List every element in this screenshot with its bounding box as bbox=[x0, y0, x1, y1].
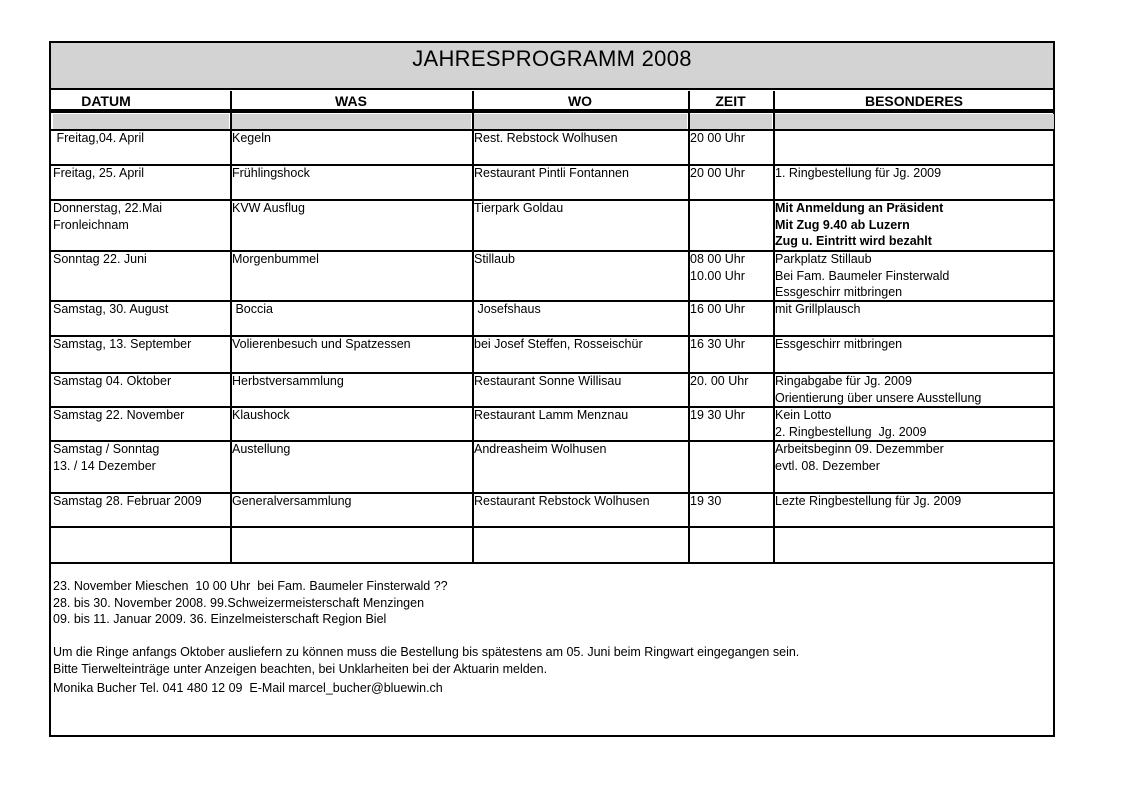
cell-besonderes: Essgeschirr mitbringen bbox=[775, 337, 903, 351]
cell-besonderes: Arbeitsbeginn 09. Dezemmber bbox=[775, 442, 944, 456]
cell-zeit: 16 30 Uhr bbox=[690, 337, 745, 351]
cell-was: Volierenbesuch und Spatzessen bbox=[232, 337, 411, 351]
cell-wo: Stillaub bbox=[474, 252, 515, 266]
cell-was: Kegeln bbox=[232, 131, 271, 145]
cell-wo: Andreasheim Wolhusen bbox=[474, 442, 607, 456]
column-divider bbox=[688, 91, 690, 562]
column-divider bbox=[230, 91, 232, 562]
cell-was: Boccia bbox=[232, 302, 273, 316]
cell-wo: Josefshaus bbox=[474, 302, 541, 316]
row-divider bbox=[51, 111, 1053, 113]
column-header-wo: WO bbox=[567, 93, 593, 109]
page-title: JAHRESPROGRAMM 2008 bbox=[412, 46, 692, 71]
cell-datum: Samstag, 30. August bbox=[53, 302, 169, 316]
cell-wo: Restaurant Rebstock Wolhusen bbox=[474, 494, 650, 508]
cell-datum: Samstag 22. November bbox=[53, 408, 185, 422]
cell-wo: Tierpark Goldau bbox=[474, 201, 564, 215]
cell-datum: Samstag, 13. September bbox=[53, 337, 192, 351]
cell-zeit: 10.00 Uhr bbox=[690, 268, 745, 283]
cell-besonderes: Mit Zug 9.40 ab Luzern bbox=[775, 217, 910, 232]
header-spacer bbox=[474, 114, 687, 129]
row-divider bbox=[51, 562, 1053, 564]
note-line: 09. bis 11. Januar 2009. 36. Einzelmeisterschaft Region Biel bbox=[53, 612, 387, 626]
cell-datum: Freitag, 25. April bbox=[53, 166, 145, 180]
note-line: 23. November Mieschen 10 00 Uhr bei Fam. Baumeler Finsterwald ?? bbox=[53, 579, 448, 593]
cell-wo: Restaurant Lamm Menznau bbox=[474, 408, 629, 422]
column-divider bbox=[773, 91, 775, 562]
note-line: Um die Ringe anfangs Oktober ausliefern zu können muss die Bestellung bis spätestens am 05. Juni beim Ringwart eingegangen sein. bbox=[53, 645, 800, 659]
cell-wo: bei Josef Steffen, Rosseischür bbox=[474, 337, 643, 351]
cell-zeit: 20 00 Uhr bbox=[690, 131, 745, 145]
column-header-zeit: ZEIT bbox=[715, 93, 746, 109]
row-divider bbox=[51, 250, 1053, 252]
cell-besonderes: evtl. 08. Dezember bbox=[775, 458, 880, 473]
cell-besonderes: mit Grillplausch bbox=[775, 302, 861, 316]
cell-besonderes: Essgeschirr mitbringen bbox=[775, 285, 903, 299]
column-header-was: WAS bbox=[335, 93, 367, 109]
title-band bbox=[51, 43, 1053, 90]
cell-was: Generalversammlung bbox=[232, 494, 352, 508]
row-divider bbox=[51, 526, 1053, 528]
cell-was: Klaushock bbox=[232, 408, 290, 422]
header-spacer bbox=[232, 114, 471, 129]
cell-datum: Samstag 04. Oktober bbox=[53, 374, 172, 388]
cell-was: Austellung bbox=[232, 442, 291, 456]
cell-zeit: 16 00 Uhr bbox=[690, 302, 745, 316]
cell-besonderes: 2. Ringbestellung Jg. 2009 bbox=[775, 424, 927, 439]
cell-besonderes: Parkplatz Stillaub bbox=[775, 252, 872, 266]
cell-besonderes: Zug u. Eintritt wird bezahlt bbox=[775, 234, 932, 248]
header-spacer bbox=[690, 114, 772, 129]
cell-besonderes: Bei Fam. Baumeler Finsterwald bbox=[775, 268, 950, 283]
cell-was: Frühlingshock bbox=[232, 166, 310, 180]
cell-besonderes: Kein Lotto bbox=[775, 408, 832, 422]
header-spacer bbox=[775, 114, 1054, 129]
cell-besonderes: Mit Anmeldung an Präsident bbox=[775, 201, 944, 215]
cell-wo: Restaurant Sonne Willisau bbox=[474, 374, 622, 388]
cell-besonderes: Orientierung über unsere Ausstellung bbox=[775, 390, 982, 405]
program-sheet bbox=[49, 41, 1055, 737]
cell-datum: Samstag / Sonntag bbox=[53, 442, 160, 456]
note-line: Bitte Tierwelteinträge unter Anzeigen beachten, bei Unklarheiten bei der Aktuarin melden. bbox=[53, 661, 548, 676]
row-divider bbox=[51, 300, 1053, 302]
cell-datum: Fronleichnam bbox=[53, 217, 129, 232]
cell-was: Herbstversammlung bbox=[232, 374, 344, 388]
cell-wo: Restaurant Pintli Fontannen bbox=[474, 166, 629, 180]
cell-besonderes: Lezte Ringbestellung für Jg. 2009 bbox=[775, 494, 962, 508]
cell-datum: Samstag 28. Februar 2009 bbox=[53, 494, 202, 508]
cell-was: Morgenbummel bbox=[232, 252, 319, 266]
cell-zeit: 20. 00 Uhr bbox=[690, 374, 749, 388]
cell-besonderes: 1. Ringbestellung für Jg. 2009 bbox=[775, 166, 942, 180]
column-header-besonderes: BESONDERES bbox=[864, 93, 964, 109]
cell-zeit: 20 00 Uhr bbox=[690, 166, 745, 180]
cell-was: KVW Ausflug bbox=[232, 201, 305, 215]
column-header-datum: DATUM bbox=[81, 93, 131, 109]
note-line: 28. bis 30. November 2008. 99.Schweizermeisterschaft Menzingen bbox=[53, 595, 425, 610]
note-line: Monika Bucher Tel. 041 480 12 09 E-Mail marcel_bucher@bluewin.ch bbox=[53, 681, 443, 695]
cell-datum: Donnerstag, 22.Mai bbox=[53, 201, 163, 215]
header-spacer bbox=[53, 114, 229, 129]
column-divider bbox=[472, 91, 474, 562]
cell-datum: 13. / 14 Dezember bbox=[53, 458, 156, 473]
cell-datum: Freitag,04. April bbox=[53, 131, 145, 145]
cell-datum: Sonntag 22. Juni bbox=[53, 252, 147, 266]
cell-zeit: 19 30 Uhr bbox=[690, 408, 745, 422]
cell-besonderes: Ringabgabe für Jg. 2009 bbox=[775, 374, 912, 388]
cell-zeit: 19 30 bbox=[690, 494, 722, 508]
cell-zeit: 08 00 Uhr bbox=[690, 252, 745, 266]
cell-wo: Rest. Rebstock Wolhusen bbox=[474, 131, 618, 145]
